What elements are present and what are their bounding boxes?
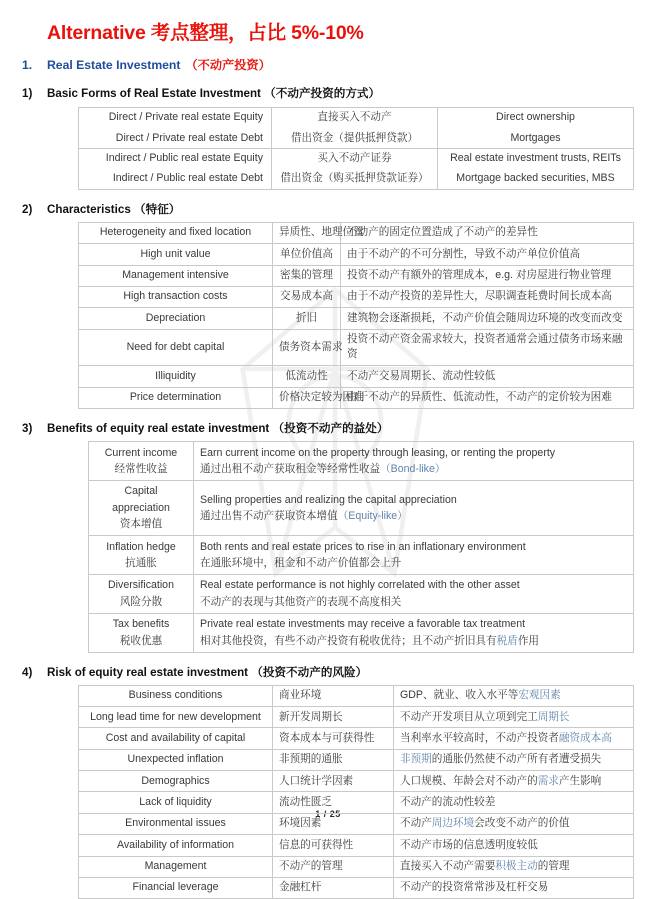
accent-text: 周边环境 <box>431 817 475 830</box>
plain-text: 不动产的表现与其他资产的表现不高度相关 <box>200 595 402 608</box>
cell-characteristic-en: High unit value <box>79 244 273 265</box>
cell-characteristic-desc: 由于不动产的异质性、低流动性，不动产的定价较为困难 <box>341 387 634 408</box>
plain-text: 会改变不动产的价值 <box>474 817 570 830</box>
subsection-heading-3 <box>0 409 656 436</box>
cell-risk-cn: 环境因素 <box>273 813 394 834</box>
cell-risk-en: Unexpected inflation <box>79 749 273 770</box>
cell-risk-desc <box>394 707 634 728</box>
table-row <box>79 244 634 265</box>
section-title-cn: （不动产投资） <box>185 58 271 73</box>
table-row <box>79 749 634 770</box>
cell-characteristic-desc: 建筑物会逐渐损耗，不动产价值会随周边环境的改变而改变 <box>341 308 634 329</box>
cell-form: Direct / Private real estate Equity <box>79 108 272 128</box>
plain-text: Inflation hedge <box>106 540 176 553</box>
cell-risk-cn: 非预期的通胀 <box>273 749 394 770</box>
table-row <box>79 387 634 408</box>
cell-risk-cn: 流动性匮乏 <box>273 792 394 813</box>
cell-risk-en: Lack of liquidity <box>79 792 273 813</box>
plain-text: 风险分散 <box>119 595 163 608</box>
cell-risk-en: Business conditions <box>79 685 273 706</box>
cell-benefit-label <box>89 536 194 575</box>
cell-risk-cn: 不动产的管理 <box>273 856 394 877</box>
cell-characteristic-desc: 由于不动产的不可分割性，导致不动产单位价值高 <box>341 244 634 265</box>
cell-benefit-desc <box>194 442 634 481</box>
cell-risk-desc <box>394 771 634 792</box>
cell-benefit-label <box>89 613 194 652</box>
plain-text: 抗通胀 <box>125 557 157 570</box>
plain-text: Current income <box>104 446 178 459</box>
plain-text: 在通胀环境中，租金和不动产价值都会上升 <box>200 557 402 570</box>
plain-text: Tax benefits <box>112 618 170 631</box>
table-risks <box>78 685 634 899</box>
page-number: 1 / 25 <box>315 809 341 819</box>
cell-benefit-desc <box>194 574 634 613</box>
plain-text: Both rents and real estate prices to rise in an inflationary environment <box>200 540 526 553</box>
cell-characteristic-en: Price determination <box>79 387 273 408</box>
subsection-heading-4 <box>0 653 656 680</box>
cell-example: Mortgage backed securities, MBS <box>438 169 634 189</box>
subsection-title-cn: （投资不动产的益处） <box>272 422 389 436</box>
subsection-title-en: Benefits of equity real estate investment <box>47 422 270 436</box>
cell-characteristic-cn: 异质性、地理位置 <box>273 222 341 243</box>
table-row <box>79 149 634 169</box>
cell-risk-cn: 商业环境 <box>273 685 394 706</box>
cell-risk-cn: 金融杠杆 <box>273 877 394 898</box>
plain-text: Private real estate investments may receive a favorable tax treatment <box>200 618 526 631</box>
cell-characteristic-cn: 单位价值高 <box>273 244 341 265</box>
cell-risk-cn: 新开发周期长 <box>273 707 394 728</box>
cell-example: Direct ownership <box>438 108 634 128</box>
plain-text: 经常性收益 <box>114 463 168 476</box>
table-row <box>79 308 634 329</box>
table-basic-forms <box>78 107 634 189</box>
table-row <box>79 169 634 189</box>
cell-benefit-label <box>89 442 194 481</box>
cell-risk-en: Long lead time for new development <box>79 707 273 728</box>
plain-text: 的管理 <box>537 860 570 873</box>
accent-text: 税盾 <box>496 634 518 647</box>
section-number: 1. <box>22 58 33 73</box>
plain-text: 税收优惠 <box>119 634 163 647</box>
cell-risk-desc <box>394 749 634 770</box>
subsection-number: 1) <box>22 87 33 101</box>
cell-form-cn: 借出资金（提供抵押贷款） <box>272 128 438 148</box>
cell-characteristic-cn: 价格决定较为困难 <box>273 387 341 408</box>
table-characteristics <box>78 222 634 409</box>
cell-characteristic-desc: 不动产的固定位置造成了不动产的差异性 <box>341 222 634 243</box>
plain-text: 资本增值 <box>119 518 163 531</box>
cell-benefit-label <box>89 574 194 613</box>
table-row <box>79 128 634 148</box>
table-row <box>89 536 634 575</box>
subsection-title-cn: （特征） <box>134 202 181 216</box>
cell-benefit-label <box>89 480 194 535</box>
table-row <box>89 480 634 535</box>
table-row <box>79 685 634 706</box>
table-row <box>89 574 634 613</box>
cell-risk-cn: 资本成本与可获得性 <box>273 728 394 749</box>
cell-risk-en: Management <box>79 856 273 877</box>
cell-form-cn: 直接买入不动产 <box>272 108 438 128</box>
plain-text: Real estate performance is not highly correlated with the other asset <box>200 579 520 592</box>
table-row <box>89 613 634 652</box>
table-row <box>79 108 634 128</box>
cell-characteristic-en: Need for debt capital <box>79 329 273 366</box>
plain-text: 作用 <box>517 634 539 647</box>
subsection-title-en: Characteristics <box>47 202 131 216</box>
page-title: Alternative 考点整理，占比 5%-10% <box>47 22 364 44</box>
cell-form: Indirect / Public real estate Equity <box>79 149 272 169</box>
cell-example: Real estate investment trusts, REITs <box>438 149 634 169</box>
subsection-title-cn: （投资不动产的风险） <box>251 665 368 679</box>
accent-text: 周期长 <box>537 710 570 723</box>
cell-characteristic-desc: 投资不动产资金需求较大，投资者通常会通过债务市场来融资 <box>341 329 634 366</box>
subsection-number: 4) <box>22 665 33 679</box>
cell-example: Mortgages <box>438 128 634 148</box>
accent-text: 非预期 <box>400 753 432 766</box>
table-benefits <box>88 441 634 652</box>
cell-form: Indirect / Public real estate Debt <box>79 169 272 189</box>
accent-text: 宏观因素 <box>518 689 561 702</box>
table-row <box>79 877 634 898</box>
cell-characteristic-cn: 折旧 <box>273 308 341 329</box>
cell-risk-desc <box>394 835 634 856</box>
cell-characteristic-cn: 交易成本高 <box>273 286 341 307</box>
cell-characteristic-en: Heterogeneity and fixed location <box>79 222 273 243</box>
table-row <box>79 792 634 813</box>
cell-characteristic-en: Illiquidity <box>79 366 273 387</box>
plain-text: 不动产的流动性较差 <box>400 795 496 808</box>
cell-form-cn: 买入不动产证券 <box>272 149 438 169</box>
cell-benefit-desc <box>194 536 634 575</box>
cell-benefit-desc <box>194 613 634 652</box>
subsection-heading-2 <box>0 190 656 217</box>
cell-form-cn: 借出资金（购买抵押贷款证券） <box>272 169 438 189</box>
plain-text: 不动产的投资常常涉及杠杆交易 <box>400 881 549 894</box>
plain-text: Capital appreciation <box>112 485 170 514</box>
subsection-title-en: Basic Forms of Real Estate Investment <box>47 87 261 101</box>
subsection-heading-1 <box>0 74 656 101</box>
plain-text: 通过出售不动产获取资本增值 <box>200 510 338 523</box>
cell-characteristic-en: High transaction costs <box>79 286 273 307</box>
accent-text: 积极主动 <box>495 860 538 873</box>
accent-text: （Equity-like） <box>337 510 408 523</box>
plain-text: 不动产 <box>400 817 432 830</box>
cell-risk-desc <box>394 685 634 706</box>
plain-text: 产生影响 <box>558 774 602 787</box>
cell-risk-en: Availability of information <box>79 835 273 856</box>
cell-characteristic-en: Depreciation <box>79 308 273 329</box>
table-row <box>89 442 634 481</box>
cell-risk-desc <box>394 792 634 813</box>
plain-text: 直接买入不动产需要 <box>400 860 496 873</box>
table-row <box>79 222 634 243</box>
table-row <box>79 835 634 856</box>
accent-text: 需求 <box>537 774 559 787</box>
plain-text: 通过出租不动产获取租金等经常性收益 <box>200 463 381 476</box>
cell-characteristic-desc: 投资不动产有额外的管理成本，e.g. 对房屋进行物业管理 <box>341 265 634 286</box>
cell-risk-en: Environmental issues <box>79 813 273 834</box>
section-heading-1 <box>0 45 656 74</box>
cell-characteristic-desc: 由于不动产投资的差异性大，尽职调查耗费时间长成本高 <box>341 286 634 307</box>
table-row <box>79 771 634 792</box>
subsection-title-en: Risk of equity real estate investment <box>47 665 249 679</box>
cell-risk-desc <box>394 728 634 749</box>
cell-form: Direct / Private real estate Debt <box>79 128 272 148</box>
cell-risk-cn: 信息的可获得性 <box>273 835 394 856</box>
table-row <box>79 329 634 366</box>
cell-risk-en: Demographics <box>79 771 273 792</box>
plain-text: 不动产开发项目从立项到完工 <box>400 710 538 723</box>
cell-characteristic-cn: 低流动性 <box>273 366 341 387</box>
cell-risk-cn: 人口统计学因素 <box>273 771 394 792</box>
subsection-title-cn: （不动产投资的方式） <box>264 87 381 101</box>
plain-text: 人口规模、年龄会对不动产的 <box>400 774 538 787</box>
plain-text: 的通胀仍然使不动产所有者遭受损失 <box>431 753 602 766</box>
cell-risk-en: Cost and availability of capital <box>79 728 273 749</box>
cell-characteristic-en: Management intensive <box>79 265 273 286</box>
accent-text: （Bond-like） <box>380 463 446 476</box>
section-title-en: Real Estate Investment <box>47 58 181 73</box>
table-row <box>79 856 634 877</box>
plain-text: 不动产市场的信息透明度较低 <box>400 838 538 851</box>
table-row <box>79 813 634 834</box>
plain-text: Diversification <box>108 579 174 592</box>
table-row <box>79 707 634 728</box>
cell-risk-desc <box>394 813 634 834</box>
cell-characteristic-desc: 不动产交易周期长、流动性较低 <box>341 366 634 387</box>
cell-risk-desc <box>394 856 634 877</box>
cell-characteristic-cn: 密集的管理 <box>273 265 341 286</box>
plain-text: 当利率水平较高时，不动产投资者 <box>400 731 559 744</box>
accent-text: 融资成本高 <box>558 731 612 744</box>
table-row <box>79 366 634 387</box>
cell-risk-en: Financial leverage <box>79 877 273 898</box>
plain-text: 相对其他投资，有些不动产投资有税收优待；且不动产折旧具有 <box>200 634 497 647</box>
subsection-number: 3) <box>22 422 33 436</box>
cell-risk-desc <box>394 877 634 898</box>
subsection-number: 2) <box>22 202 33 216</box>
cell-benefit-desc <box>194 480 634 535</box>
table-row <box>79 286 634 307</box>
plain-text: Selling properties and realizing the capital appreciation <box>200 493 457 506</box>
table-row <box>79 728 634 749</box>
cell-characteristic-cn: 债务资本需求 <box>273 329 341 366</box>
plain-text: GDP、就业、收入水平等 <box>400 689 519 702</box>
table-row <box>79 265 634 286</box>
plain-text: Earn current income on the property through leasing, or renting the property <box>200 446 556 459</box>
